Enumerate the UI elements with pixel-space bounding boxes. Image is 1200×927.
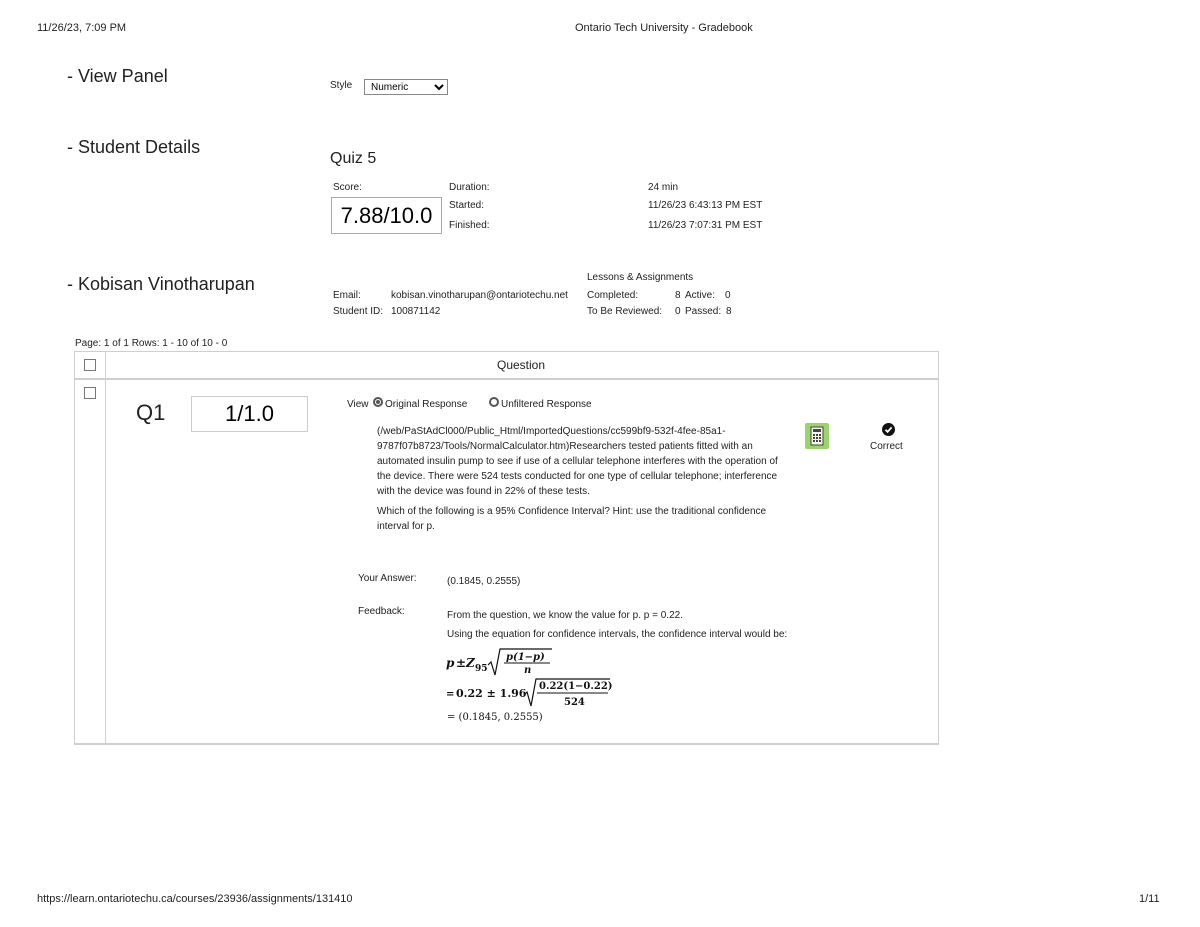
svg-text:0.22(1−0.22): 0.22(1−0.22): [539, 681, 613, 692]
print-datetime: 11/26/23, 7:09 PM: [37, 22, 127, 34]
question-column-header: Question: [497, 358, 546, 372]
pager-info: Page: 1 of 1 Rows: 1 - 10 of 10 - 0: [75, 338, 228, 349]
style-select[interactable]: [364, 79, 448, 95]
feedback-label: Feedback:: [358, 606, 405, 617]
question-number: Q1: [136, 400, 166, 425]
view-panel-toggle[interactable]: - View Panel: [67, 66, 168, 86]
to-review-label: To Be Reviewed:: [587, 306, 663, 317]
svg-text:±: ±: [456, 656, 467, 670]
started-label: Started:: [449, 200, 485, 211]
email-value: kobisan.vinotharupan@ontariotechu.net: [391, 290, 568, 301]
table-column-divider: [105, 351, 106, 745]
question-text-line-4: the device. There were 524 tests conducted for one type of cellular telephone; interference: [377, 471, 778, 482]
completed-value: 8: [675, 290, 681, 301]
student-id-value: 100871142: [391, 306, 441, 317]
started-value: 11/26/23 6:43:13 PM EST: [648, 200, 763, 211]
score-label: Score:: [333, 182, 362, 193]
print-page-number: 1/11: [1139, 893, 1160, 905]
svg-text:p: p: [446, 656, 455, 670]
feedback-line-2: Using the equation for confidence intervals, the confidence interval would be:: [447, 629, 788, 640]
question-score: 1/1.0: [191, 396, 308, 432]
table-header-divider: [74, 378, 939, 380]
check-mark-glyph: [882, 423, 895, 436]
completed-label: Completed:: [587, 290, 639, 301]
original-response-label[interactable]: Original Response: [385, 399, 468, 410]
passed-value: 8: [726, 306, 732, 317]
feedback-line-1: From the question, we know the value for p. p = 0.22.: [447, 610, 683, 621]
calculator-icon[interactable]: [805, 423, 829, 449]
svg-text:n: n: [524, 665, 532, 676]
duration-value: 24 min: [648, 182, 679, 193]
row-checkbox[interactable]: [84, 387, 96, 399]
print-url: https://learn.ontariotechu.ca/courses/23936/assignments/131410: [37, 893, 353, 905]
unfiltered-response-label[interactable]: Unfiltered Response: [501, 399, 592, 410]
question-text-line-2: 9787f07b8723/Tools/NormalCalculator.htm)Researchers tested patients fitted with an: [377, 441, 753, 452]
question-text-line-3: automated insulin pump to see if use of a cellular telephone interferes with the operation of: [377, 456, 778, 467]
student-id-label: Student ID:: [333, 306, 384, 317]
active-label: Active:: [685, 290, 716, 301]
select-all-checkbox[interactable]: [84, 359, 96, 371]
student-details-toggle[interactable]: - Student Details: [67, 137, 201, 157]
svg-text:Z: Z: [466, 656, 475, 670]
svg-text:=: =: [446, 689, 455, 700]
view-label: View: [347, 399, 369, 410]
lessons-heading: Lessons & Assignments: [587, 272, 694, 283]
question-prompt-line-2: interval for p.: [377, 521, 435, 532]
svg-text:95: 95: [475, 664, 488, 674]
student-name-toggle[interactable]: - Kobisan Vinotharupan: [67, 274, 255, 294]
question-text-line-1: (/web/PaStAdCl000/Public_Html/ImportedQuestions/cc599bf9-532f-4fee-85a1-: [377, 426, 726, 437]
your-answer-value: (0.1845, 0.2555): [447, 576, 521, 587]
finished-label: Finished:: [449, 220, 490, 231]
check-circle-icon: [882, 423, 895, 436]
svg-text:524: 524: [564, 697, 585, 708]
style-label: Style: [330, 80, 353, 91]
correct-status: Correct: [870, 441, 903, 452]
formula-result: = (0.1845, 0.2555): [447, 712, 543, 723]
your-answer-label: Your Answer:: [358, 573, 417, 584]
table-bottom-border: [74, 743, 939, 745]
email-label: Email:: [333, 290, 361, 301]
svg-text:0.22 ± 1.96: 0.22 ± 1.96: [456, 687, 527, 700]
active-value: 0: [725, 290, 731, 301]
finished-value: 11/26/23 7:07:31 PM EST: [648, 220, 763, 231]
duration-label: Duration:: [449, 182, 490, 193]
passed-label: Passed:: [685, 306, 722, 317]
svg-text:p(1−p): p(1−p): [506, 652, 545, 663]
to-review-value: 0: [675, 306, 681, 317]
question-prompt-line-1: Which of the following is a 95% Confidence Interval? Hint: use the traditional confidence: [377, 506, 767, 517]
calculator-icon-glyph: [805, 423, 829, 449]
print-title: Ontario Tech University - Gradebook: [575, 22, 753, 34]
question-text-line-5: with the device was found in 22% of these tests.: [377, 486, 590, 497]
quiz-title: Quiz 5: [330, 150, 377, 167]
confidence-interval-formula: [444, 643, 624, 713]
quiz-score: 7.88/10.0: [331, 197, 442, 234]
unfiltered-response-radio[interactable]: [489, 397, 499, 407]
original-response-radio[interactable]: [373, 397, 383, 407]
